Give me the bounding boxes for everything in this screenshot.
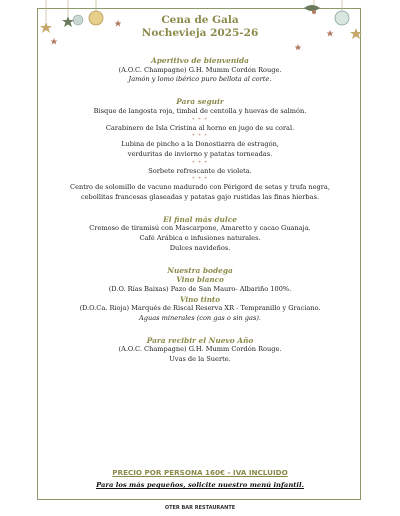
wine-line: Aguas minerales (con gas o sin gas). <box>138 314 262 323</box>
dish-line: verduritas de invierno y patatas torneadas. <box>127 149 273 158</box>
aperitivo-line: Jamón y lomo ibérico puro bellota al corte. <box>128 75 272 84</box>
wine-subtitle-blanco: Vino blanco <box>176 275 224 285</box>
aperitivo-line: (A.O.C. Champagne) G.H. Mumm Cordón Rouge. <box>118 65 282 74</box>
section-title-seguir: Para seguir <box>176 97 224 107</box>
new-year-line: Uvas de la Suerte. <box>169 355 231 364</box>
wine-subtitle-tinto: Vino tinto <box>179 294 221 304</box>
dish-line: cebollitas francesas glaseadas y patatas gajo rustidas las finas hierbas. <box>80 193 320 202</box>
section-title-aperitivo: Aperitivo de bienvenida <box>151 56 249 65</box>
dessert-line: Dulces navideños. <box>169 243 231 252</box>
separator: * * * <box>192 176 208 183</box>
menu-header <box>0 14 400 40</box>
dish-line: Lubina de pincho a la Donostiarra de estragón, <box>121 140 279 149</box>
menu-subtitle: Nochevieja 2025-26 <box>141 27 259 39</box>
wine-line: (D.O. Rías Baixas) Pazo de San Mauro- Albariño 100%. <box>108 284 292 293</box>
section-title-nuevo-ano: Para recibir el Nuevo Año <box>146 335 254 345</box>
kids-menu-note: Para los más pequeños, solicite nuestro menú infantil. <box>96 481 304 489</box>
dish-line: Bisque de langosta roja, timbal de centolla y huevas de salmón. <box>93 106 307 115</box>
dish-line: Carabinero de Isla Cristina al horno en jugo de su coral. <box>105 123 295 132</box>
dish-line: Sorbete refrescante de violeta. <box>148 166 252 175</box>
separator: * * * <box>192 116 208 123</box>
wine-line: (D.O.Ca. Rioja) Marqués de Riscal Reserva XR - Tempranillo y Graciano. <box>79 304 321 313</box>
dish-line: Centro de solomillo de vacuno madurado con Périgord de setas y trufa negra, <box>70 183 330 192</box>
dessert-line: Cremoso de tiramisú con Mascarpone, Amaretto y cacao Guanaja. <box>89 224 311 233</box>
menu-title: Cena de Gala <box>161 14 239 26</box>
price-per-person: PRECIO POR PERSONA 160€ - IVA INCLUIDO <box>112 468 288 477</box>
separator: * * * <box>192 159 208 166</box>
menu-body <box>40 56 360 365</box>
section-title-final: El final más dulce <box>163 214 237 224</box>
restaurant-name: OTER BAR RESTAURANTE <box>164 505 236 511</box>
new-year-line: (A.O.C. Champagne) G.H. Mumm Cordón Rouge. <box>118 345 282 354</box>
dessert-line: Café Arábica e infusiones naturales. <box>139 234 261 243</box>
section-title-bodega: Nuestra bodega <box>167 265 233 275</box>
separator: * * * <box>192 133 208 140</box>
